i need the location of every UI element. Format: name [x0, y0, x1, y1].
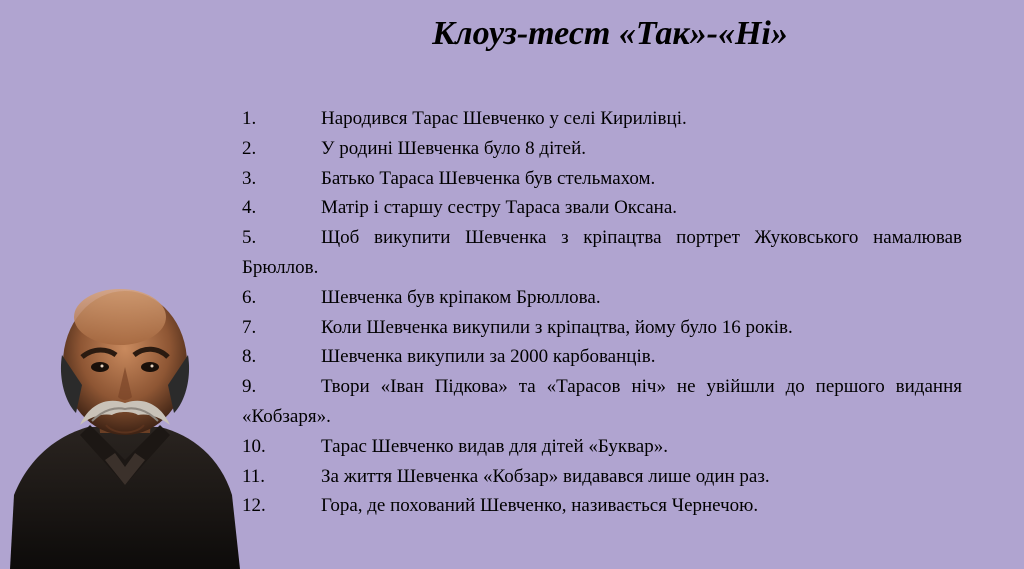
list-item — [242, 164, 962, 194]
item-number: 6. — [242, 286, 257, 308]
list-item — [242, 283, 962, 313]
item-text: Народився Тарас Шевченко у селі Кирилівці. — [321, 108, 687, 129]
portrait-image — [10, 285, 240, 569]
list-item — [242, 372, 962, 432]
item-text: Тарас Шевченко видав для дітей «Буквар». — [321, 435, 668, 457]
list-item — [242, 491, 962, 521]
list-item — [242, 193, 962, 223]
item-text: У родині Шевченка було 8 дітей. — [321, 137, 587, 159]
list-item — [242, 313, 962, 343]
item-number: 12. — [242, 495, 266, 517]
item-text: За життя Шевченка «Кобзар» видавався лише один раз. — [321, 465, 770, 487]
list-item — [242, 342, 962, 372]
item-number: 9. — [242, 376, 257, 398]
item-number: 5. — [242, 227, 257, 249]
item-text: Щоб викупити Шевченка з кріпацтва портрет Жуковського намалював Брюллов. — [242, 227, 962, 278]
item-text: Коли Шевченка викупили з кріпацтва, йому було 16 років. — [321, 316, 793, 338]
item-text: Гора, де похований Шевченко, називається Чернечою. — [321, 495, 759, 517]
list-item — [242, 104, 962, 134]
item-number: 1. — [242, 108, 257, 129]
list-item — [242, 462, 962, 492]
item-number: 8. — [242, 346, 257, 368]
item-text: Шевченка був кріпаком Брюллова. — [321, 286, 601, 308]
item-number: 7. — [242, 316, 257, 338]
list-item — [242, 432, 962, 462]
item-text: Твори «Іван Підкова» та «Тарасов ніч» не увійшли до першого видання «Кобзаря». — [242, 376, 962, 427]
item-number: 11. — [242, 465, 266, 487]
item-number: 10. — [242, 435, 266, 457]
item-text: Матір і старшу сестру Тараса звали Оксана. — [321, 197, 678, 219]
list-item — [242, 223, 962, 283]
item-number: 3. — [242, 167, 257, 189]
item-text: Батько Тараса Шевченка був стельмахом. — [321, 167, 656, 189]
item-text: Шевченка викупили за 2000 карбованців. — [321, 346, 656, 368]
item-number: 2. — [242, 137, 257, 159]
quiz-list — [242, 104, 962, 521]
list-item — [242, 134, 962, 164]
slide-title: Клоуз-тест «Так»-«Ні» — [432, 15, 788, 52]
item-number: 4. — [242, 197, 257, 219]
